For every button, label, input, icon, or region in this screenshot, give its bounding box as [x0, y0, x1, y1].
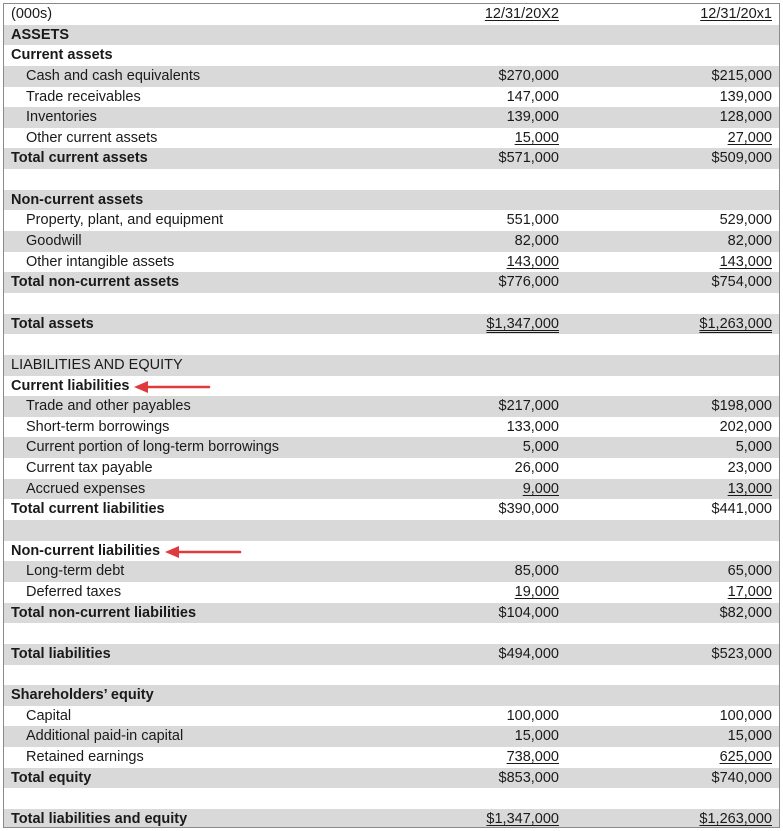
row-label: Inventories: [26, 109, 97, 126]
row-label: Total assets: [11, 315, 94, 332]
table-row: [4, 458, 779, 479]
value-20x2: 15,000: [514, 728, 559, 745]
row-label: Total non-current assets: [11, 274, 180, 291]
value-20x1: 17,000: [727, 583, 772, 600]
column-header-20x2: 12/31/20X2: [484, 6, 559, 22]
value-20x2: 147,000: [506, 88, 559, 105]
row-label: Long-term debt: [26, 563, 125, 580]
table-row: [4, 231, 779, 252]
value-20x2: 26,000: [514, 460, 559, 477]
row-label: Accrued expenses: [26, 480, 146, 497]
row-label: Deferred taxes: [26, 583, 122, 600]
table-row: [4, 355, 779, 376]
table-row: [4, 107, 779, 128]
table-row: [4, 396, 779, 417]
row-label: Non-current liabilities: [11, 542, 161, 559]
row-label: LIABILITIES AND EQUITY: [11, 356, 183, 373]
table-row: [4, 582, 779, 603]
table-row: [4, 148, 779, 169]
table-row: [4, 252, 779, 273]
value-20x2: 5,000: [522, 439, 559, 456]
value-20x2: $853,000: [498, 769, 559, 786]
row-label: Total liabilities and equity: [11, 810, 188, 827]
value-20x1: 202,000: [719, 418, 772, 435]
balance-sheet: [3, 3, 780, 828]
value-20x2: $494,000: [498, 645, 559, 662]
row-label: Trade receivables: [26, 88, 141, 105]
red-arrow-icon: [133, 381, 213, 393]
value-20x1: $740,000: [711, 769, 772, 786]
value-20x1: 15,000: [727, 728, 772, 745]
value-20x1: 625,000: [719, 749, 772, 766]
value-20x2: $1,347,000: [486, 810, 559, 827]
row-label: Goodwill: [26, 233, 82, 250]
value-20x2: $776,000: [498, 274, 559, 291]
value-20x2: 85,000: [514, 563, 559, 580]
table-row: [4, 128, 779, 149]
value-20x2: 100,000: [506, 707, 559, 724]
value-20x2: 9,000: [522, 480, 559, 497]
value-20x1: $215,000: [711, 67, 772, 84]
value-20x1: $441,000: [711, 501, 772, 518]
row-label: Total current assets: [11, 150, 148, 167]
row-label: Additional paid-in capital: [26, 728, 184, 745]
row-label: Other intangible assets: [26, 253, 175, 270]
row-label: Current assets: [11, 47, 113, 64]
unit-label: (000s): [11, 6, 53, 22]
value-20x1: $509,000: [711, 150, 772, 167]
table-row: [4, 726, 779, 747]
row-label: Other current assets: [26, 129, 158, 146]
table-row: [4, 417, 779, 438]
table-row: [4, 665, 779, 686]
value-20x2: 133,000: [506, 418, 559, 435]
value-20x2: $270,000: [498, 67, 559, 84]
table-row: [4, 541, 779, 562]
table-row: [4, 66, 779, 87]
value-20x1: 65,000: [727, 563, 772, 580]
table-row: [4, 788, 779, 809]
table-row: [4, 561, 779, 582]
value-20x1: $198,000: [711, 398, 772, 415]
table-row: [4, 45, 779, 66]
row-label: Non-current assets: [11, 191, 144, 208]
value-20x2: 15,000: [514, 129, 559, 146]
row-label: Current portion of long-term borrowings: [26, 439, 280, 456]
value-20x1: $754,000: [711, 274, 772, 291]
row-label: Total current liabilities: [11, 501, 165, 518]
value-20x1: $523,000: [711, 645, 772, 662]
header-row: [4, 4, 779, 25]
value-20x1: $1,263,000: [699, 315, 772, 332]
value-20x1: 27,000: [727, 129, 772, 146]
value-20x1: 128,000: [719, 109, 772, 126]
row-label: Property, plant, and equipment: [26, 212, 224, 229]
value-20x1: 100,000: [719, 707, 772, 724]
row-label: Capital: [26, 707, 72, 724]
value-20x2: 139,000: [506, 109, 559, 126]
value-20x2: $104,000: [498, 604, 559, 621]
table-row: [4, 437, 779, 458]
row-label: Cash and cash equivalents: [26, 67, 201, 84]
table-row: [4, 314, 779, 335]
table-row: [4, 87, 779, 108]
row-label: Short-term borrowings: [26, 418, 170, 435]
value-20x2: 82,000: [514, 233, 559, 250]
value-20x2: 738,000: [506, 749, 559, 766]
table-row: [4, 644, 779, 665]
table-row: [4, 376, 779, 397]
table-row: [4, 623, 779, 644]
row-label: Trade and other payables: [26, 398, 191, 415]
value-20x2: $217,000: [498, 398, 559, 415]
table-row: [4, 190, 779, 211]
value-20x1: 82,000: [727, 233, 772, 250]
value-20x1: $82,000: [719, 604, 772, 621]
value-20x1: $1,263,000: [699, 810, 772, 827]
value-20x1: 13,000: [727, 480, 772, 497]
value-20x1: 143,000: [719, 253, 772, 270]
red-arrow-icon: [164, 546, 244, 558]
table-row: [4, 685, 779, 706]
row-label: Shareholders’ equity: [11, 687, 154, 704]
row-label: Total equity: [11, 769, 92, 786]
row-label: ASSETS: [11, 26, 70, 43]
row-label: Current tax payable: [26, 460, 153, 477]
value-20x2: 143,000: [506, 253, 559, 270]
table-row: [4, 334, 779, 355]
table-row: [4, 768, 779, 789]
table-row: [4, 520, 779, 541]
value-20x2: $1,347,000: [486, 315, 559, 332]
value-20x2: 19,000: [514, 583, 559, 600]
table-row: [4, 747, 779, 768]
line-items: [4, 25, 779, 828]
value-20x1: 139,000: [719, 88, 772, 105]
table-row: [4, 479, 779, 500]
table-row: [4, 809, 779, 828]
value-20x1: 529,000: [719, 212, 772, 229]
value-20x1: 5,000: [735, 439, 772, 456]
table-row: [4, 272, 779, 293]
table-row: [4, 210, 779, 231]
value-20x2: $390,000: [498, 501, 559, 518]
value-20x1: 23,000: [727, 460, 772, 477]
table-row: [4, 25, 779, 46]
row-label: Total non-current liabilities: [11, 604, 197, 621]
row-label: Total liabilities: [11, 645, 111, 662]
value-20x2: $571,000: [498, 150, 559, 167]
table-row: [4, 169, 779, 190]
table-row: [4, 293, 779, 314]
row-label: Retained earnings: [26, 749, 144, 766]
table-row: [4, 706, 779, 727]
value-20x2: 551,000: [506, 212, 559, 229]
column-header-20x1: 12/31/20x1: [700, 6, 772, 22]
table-row: [4, 499, 779, 520]
row-label: Current liabilities: [11, 377, 130, 394]
table-row: [4, 603, 779, 624]
